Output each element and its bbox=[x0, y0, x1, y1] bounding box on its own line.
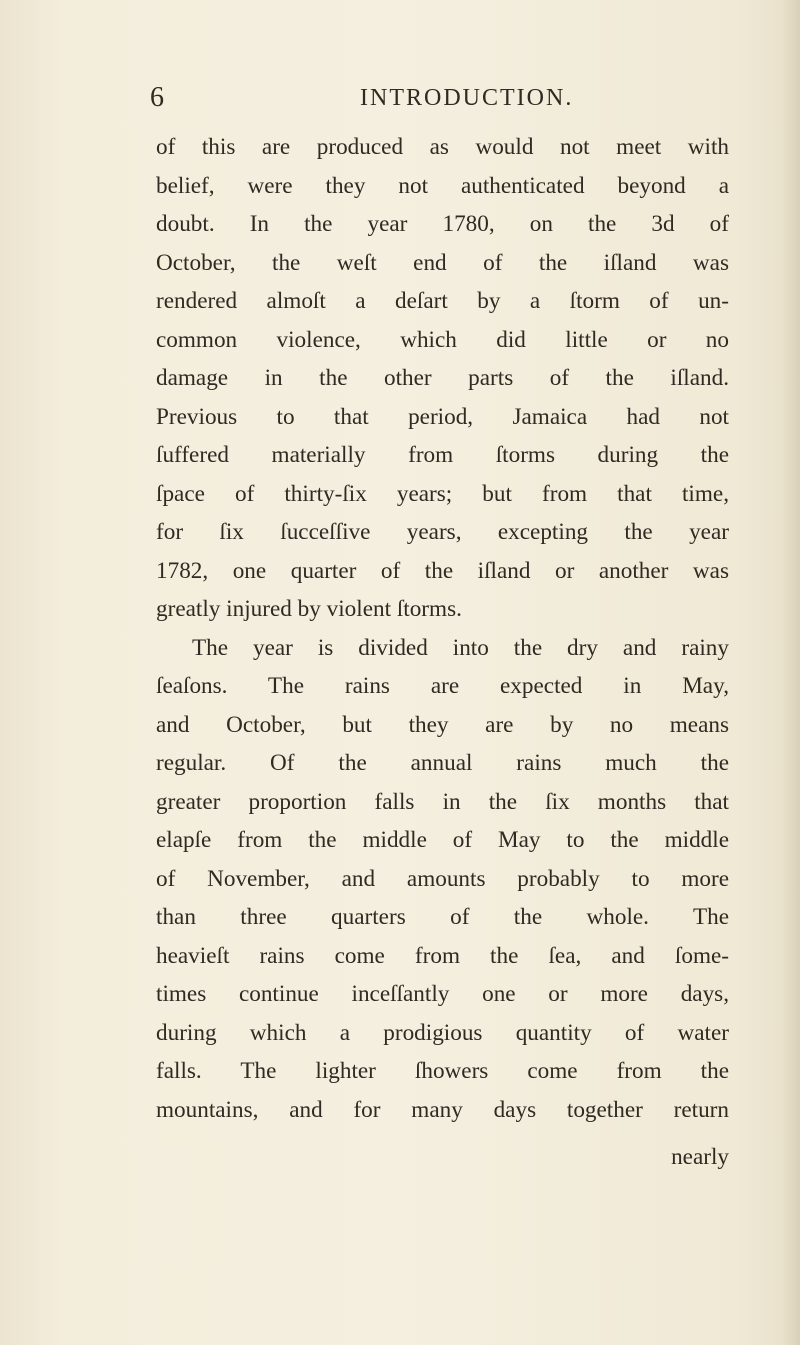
text-line: mountains, and for many days together return bbox=[156, 1096, 729, 1123]
text-line: of November, and amounts probably to more bbox=[156, 865, 729, 892]
text-line: heavieſt rains come from the ſea, and ſome- bbox=[156, 942, 729, 969]
text-line: October, the weſt end of the iſland was bbox=[156, 249, 729, 276]
catchword: nearly bbox=[671, 1144, 729, 1170]
text-line: ſpace of thirty-ſix years; but from that time, bbox=[156, 480, 729, 507]
text-line: belief, were they not authenticated beyond a bbox=[156, 172, 729, 199]
text-line: times continue inceſſantly one or more days, bbox=[156, 981, 729, 1007]
text-line: falls. The lighter ſhowers come from the bbox=[156, 1058, 729, 1084]
text-line: greater proportion falls in the ſix months that bbox=[156, 788, 729, 815]
text-line: for ſix ſucceſſive years, excepting the year bbox=[156, 519, 729, 545]
paragraph-first-line: The year is divided into the dry and rainy bbox=[192, 634, 729, 661]
text-line: of this are produced as would not meet with bbox=[156, 134, 729, 160]
page-number: 6 bbox=[150, 82, 164, 113]
text-line: regular. Of the annual rains much the bbox=[156, 750, 729, 776]
text-line: during which a prodigious quantity of water bbox=[156, 1019, 729, 1046]
text-line: ſuffered materially from ſtorms during the bbox=[156, 442, 729, 468]
text-line: common violence, which did little or no bbox=[156, 326, 729, 353]
text-line: and October, but they are by no means bbox=[156, 711, 729, 738]
text-line: 1782, one quarter of the iſland or another was bbox=[156, 557, 729, 584]
text-line: damage in the other parts of the iſland. bbox=[156, 365, 729, 391]
text-line: rendered almoſt a deſart by a ſtorm of un- bbox=[156, 288, 729, 314]
page-edge-shadow bbox=[782, 0, 800, 1345]
text-line: doubt. In the year 1780, on the 3d of bbox=[156, 211, 729, 237]
page-header bbox=[150, 82, 730, 122]
text-line: greatly injured by violent ſtorms. bbox=[156, 596, 462, 622]
body-text bbox=[156, 128, 729, 1129]
text-line: Previous to that period, Jamaica had not bbox=[156, 403, 729, 430]
text-line: ſeaſons. The rains are expected in May, bbox=[156, 673, 729, 699]
text-line: than three quarters of the whole. The bbox=[156, 904, 729, 930]
running-head: INTRODUCTION. bbox=[360, 85, 574, 111]
text-line: elapſe from the middle of May to the middle bbox=[156, 827, 729, 853]
